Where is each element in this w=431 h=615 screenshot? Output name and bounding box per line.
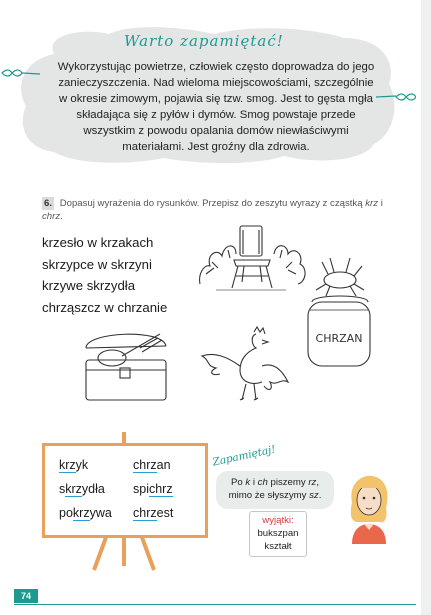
word-part-underline: chrz <box>133 506 157 520</box>
bottom-rule <box>14 604 416 605</box>
phrase-item: skrzypce w skrzyni <box>42 256 152 272</box>
instruction-end: . <box>60 211 63 222</box>
word-part-underline: chrz <box>133 458 157 472</box>
violin-in-chest-icon <box>82 318 172 404</box>
instruction-krz: krz <box>365 198 379 209</box>
phrase-item: krzywe skrzydła <box>42 278 136 293</box>
phrase-item: krzesło w krzakach <box>42 235 154 250</box>
girl-character-icon <box>344 472 392 544</box>
exceptions-label: wyjątki: <box>262 515 294 526</box>
box-title: Warto zapamiętać! <box>124 32 284 50</box>
instruction-and: i <box>380 198 383 209</box>
phrase-list <box>42 232 167 318</box>
board-word: chrzan <box>133 458 171 472</box>
board-word: chrzest <box>133 506 174 520</box>
beetle-on-jar-icon <box>300 254 376 374</box>
board-word: pokrzywa <box>59 506 112 520</box>
page-edge <box>421 0 431 615</box>
jar-label: CHRZAN <box>315 332 363 345</box>
exception-word: bukszpan <box>257 528 299 539</box>
string-knot-right-icon <box>376 90 416 104</box>
board-words-left <box>59 453 112 525</box>
board-word: skrzydła <box>59 482 105 496</box>
rule-line-1: Po k i ch piszemy rz, <box>230 477 320 488</box>
info-cloud-box <box>14 24 398 164</box>
board-words-right <box>133 453 173 525</box>
instruction-chrz: chrz <box>42 211 61 222</box>
word-part-underline: krz <box>72 506 90 520</box>
exceptions-box <box>249 511 307 557</box>
word-part-underline: chrz <box>148 482 173 496</box>
exercise-number: 6. <box>44 198 53 209</box>
instruction-text: Dopasuj wyrażenia do rysunków. Przepisz do zeszytu wyrazy z cząstką <box>59 198 363 209</box>
rule-line-2: mimo że słyszymy sz. <box>228 490 322 501</box>
string-knot-left-icon <box>0 66 40 80</box>
note-title: Zapamiętaj! <box>211 443 277 469</box>
rule-bubble <box>216 471 334 509</box>
phrase-item: chrząszcz w chrzanie <box>42 299 168 315</box>
page-number: 74 <box>14 589 38 603</box>
word-part-underline: krz <box>59 458 76 472</box>
rooster-crooked-wings-icon <box>196 326 292 406</box>
chair-in-bushes-icon <box>196 214 308 296</box>
board-word: spichrz <box>133 482 173 496</box>
box-text: Wykorzystując powietrze, człowiek często doprowadza do jego zanieczyszczenia. Nad wieloma miejscowościami, szczególnie w okresie zimowym, pojawia się tzw. smog. Jest to gęsta mgła składająca się z pyłów i dymów. Smog powstaje przede wszystkim z powodu opalania domów niewłaściwymi materiałami. Jest groźny dla zdrowia. <box>57 61 375 153</box>
word-part-underline: krz <box>65 482 82 496</box>
board-word: krzyk <box>59 458 89 472</box>
exception-word: kształt <box>264 541 292 552</box>
